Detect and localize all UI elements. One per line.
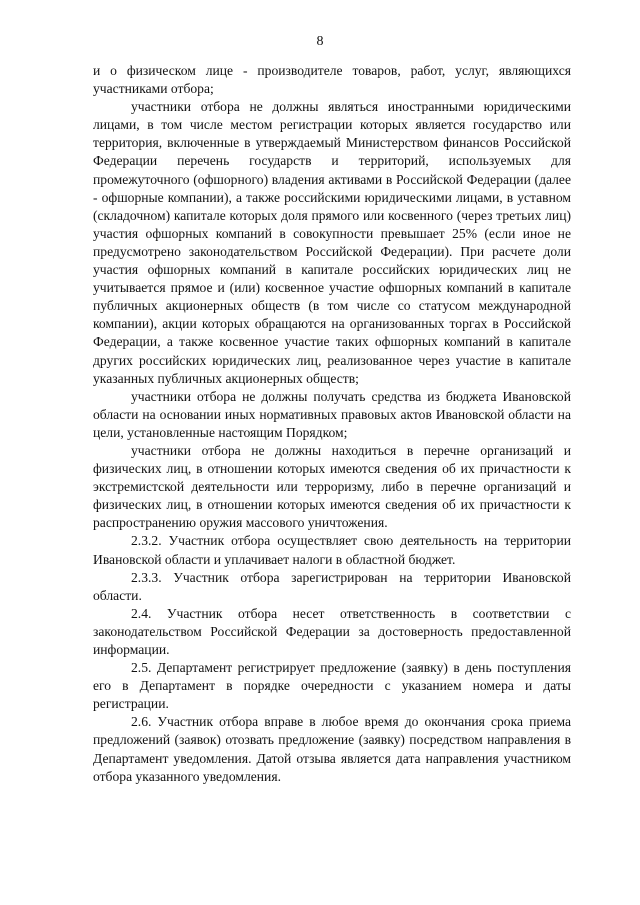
document-body — [93, 62, 571, 786]
paragraph: 2.3.2. Участник отбора осуществляет свою деятельность на территории Ивановской области и уплачивает налоги в областной бюджет. — [93, 533, 571, 567]
paragraph: участники отбора не должны получать средства из бюджета Ивановской области на основании иных нормативных правовых актов Ивановской области на цели, установленные настоящим Порядком; — [93, 388, 571, 440]
paragraph: 2.3.3. Участник отбора зарегистрирован на территории Ивановской области. — [93, 569, 571, 603]
page-number: 8 — [316, 34, 324, 49]
paragraph: 2.5. Департамент регистрирует предложение (заявку) в день поступления его в Департамент в порядке очередности с указанием номера и даты регистрации. — [93, 660, 571, 712]
paragraph: 2.4. Участник отбора несет ответственность в соответствии с законодательством Российской Федерации за достоверность предоставленной информации. — [93, 605, 571, 657]
paragraph: 2.6. Участник отбора вправе в любое время до окончания срока приема предложений (заявок) отозвать предложение (заявку) посредством направления в Департамент уведомления. Датой отзыва является дата направления участником отбора указанного уведомления. — [93, 714, 571, 784]
paragraph: участники отбора не должны являться иностранными юридическими лицами, в том числе местом регистрации которых является государство или территория, включенные в утверждаемый Министерством финансов Российской Федерации перечень государств и территорий, используемых для промежуточного (офшорного) владения активами в Российской Федерации (далее - офшорные компании), а также российскими юридическими лицами, в уставном (складочном) капитале которых доля прямого или косвенного (через третьих лиц) участия офшорных компаний в совокупности превышает 25% (если иное не предусмотрено законодательством Российской Федерации). При расчете доли участия офшорных компаний в капитале российских юридических лиц не учитывается прямое и (или) косвенное участие офшорных компаний в капитале публичных акционерных обществ (в том числе со статусом международной компании), акции которых обращаются на организованных торгах в Российской Федерации, а также косвенное участие таких офшорных компаний в капитале других российских юридических лиц, реализованное через участие в капитале указанных публичных акционерных обществ; — [93, 99, 571, 386]
paragraph: участники отбора не должны находиться в перечне организаций и физических лиц, в отношении которых имеются сведения об их причастности к экстремистской деятельности или терроризму, либо в перечне организаций и физических лиц, в отношении которых имеются сведения об их причастности к распространению оружия массового уничтожения. — [93, 442, 571, 531]
paragraph: и о физическом лице - производителе товаров, работ, услуг, являющихся участниками отбора; — [93, 63, 571, 97]
